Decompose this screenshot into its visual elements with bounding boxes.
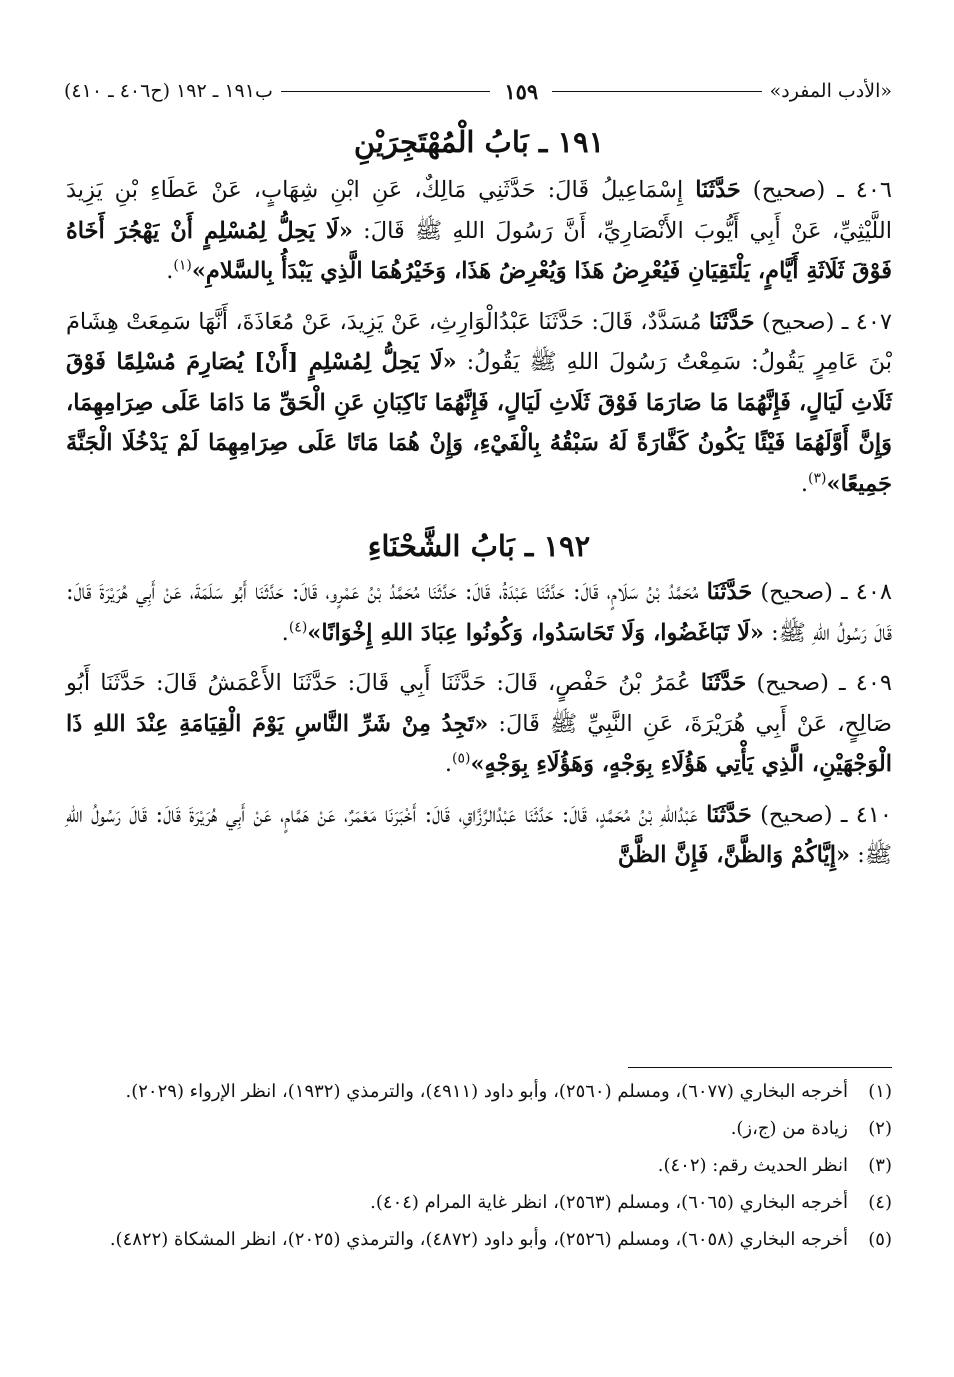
footnote-divider <box>628 1067 892 1068</box>
hadith-opening: حَدَّثَنَا <box>700 670 747 696</box>
hadith-408 <box>66 572 892 653</box>
footnote-marker[interactable]: (٥) <box>451 750 471 767</box>
footnote-5 <box>66 1224 892 1255</box>
footnote-text: أخرجه البخاري (٦٠٥٨)، ومسلم (٢٥٢٦)، وأبو داود (٤٨٧٢)، والترمذي (٢٠٢٥)، انظر المشكاة (٤٨٢٢). <box>109 1229 848 1250</box>
hadith-number: ٤٠٨ ـ <box>841 579 892 605</box>
hadith-grade: (صحيح) <box>752 177 826 203</box>
footnote-2 <box>66 1113 892 1144</box>
hadith-tail: . <box>166 258 174 284</box>
footnote-number: (١) <box>868 1081 892 1102</box>
chapter-title: ١٩٢ ـ بَابُ الشَّحْنَاءِ <box>367 529 591 563</box>
hadith-opening: حَدَّثَنَا <box>708 308 755 335</box>
hadith-grade: (صحيح) <box>760 579 833 605</box>
hadith-number: ٤١٠ ـ <box>840 801 893 828</box>
footnote-marker[interactable]: (٣) <box>808 470 827 486</box>
hadith-opening: حَدَّثَنَا <box>695 177 741 203</box>
footnote-4 <box>66 1187 892 1218</box>
footnote-3 <box>66 1150 892 1181</box>
chapter-title: ١٩١ ـ بَابُ الْمُهْتَجِرَيْنِ <box>353 125 605 159</box>
footnote-number: (٣) <box>868 1155 892 1176</box>
hadith-grade: (صحيح) <box>756 670 829 696</box>
book-title: «الأدب المفرد» <box>769 80 892 102</box>
hadith-isnad: مُحَمَّدُ بْنُ سَلَامٍ، قَالَ: حَدَّثَنَا عَبْدَةُ، قَالَ: حَدَّثَنَا مُحَمَّدُ بْنُ عَمْرٍو، قَالَ: حَدَّثَنَا أَبُو سَلَمَةَ، عَنْ أَبِي هُرَيْرَةَ قَالَ: قَالَ رَسُولُ اللهِ ﷺ: <box>66 579 892 646</box>
hadith-matn: «لَا يَحِلُّ لِمُسْلِمٍ [أَنْ] يُصَارِمَ مُسْلِمًا فَوْقَ ثَلَاثِ لَيَالٍ، فَإِنَّهُمَا مَا صَارَمَا فَوْقَ ثَلَاثِ لَيَالٍ، فَإِنَّهُمَا نَاكِبَانِ عَنِ الْحَقِّ مَا دَامَا عَلَى صِرَامِهِمَا، وَإِنَّ أَوَّلَهُمَا فَيْئًا يَكُونُ كَفَّارَةً لَهُ سَبْقُهُ بِالْفَيْءِ، وَإِنْ هُمَا مَاتَا عَلَى صِرَامِهِمَا لَمْ يَدْخُلَا الْجَنَّةَ جَمِيعًا» <box>66 349 892 497</box>
hadith-number: ٤٠٧ ـ <box>841 308 893 335</box>
hadith-matn: «لَا تَبَاغَضُوا، وَلَا تَحَاسَدُوا، وَكُونُوا عِبَادَ اللهِ إِخْوَانًا» <box>307 619 764 646</box>
hadith-tail: . <box>281 619 289 646</box>
footnote-number: (٤) <box>868 1192 892 1213</box>
hadith-number: ٤٠٩ ـ <box>839 670 893 696</box>
footnote-marker[interactable]: (٤) <box>288 619 308 635</box>
hadith-tail: . <box>800 470 809 497</box>
footnote-text: أخرجه البخاري (٦٠٦٥)، ومسلم (٢٥٦٣)، انظر غاية المرام (٤٠٤). <box>370 1192 848 1213</box>
header-rule-left <box>281 91 490 92</box>
chapter-range: ب١٩١ ـ ١٩٢ (ح٤٠٦ ـ ٤١٠) <box>63 80 273 102</box>
footnote-1 <box>66 1076 892 1107</box>
main-text <box>66 116 892 886</box>
hadith-isnad: عَبْدُاللهِ بْنُ مُحَمَّدٍ، قَالَ: حَدَّثَنَا عَبْدُالرَّزَّاقِ، قَالَ: أَخْبَرَنَا مَعْمَرٌ، عَنْ هَمَّامٍ، عَنْ أَبِي هُرَيْرَةَ قَالَ: قَالَ رَسُولُ اللهِ ﷺ: <box>66 801 892 868</box>
footnote-text: زيادة من (ج،ز). <box>730 1118 848 1139</box>
footnote-number: (٢) <box>868 1118 892 1139</box>
hadith-isnad: عُمَرُ بْنُ حَفْصٍ، قَالَ: حَدَّثَنَا أَبِي قَالَ: حَدَّثَنَا الأَعْمَشُ قَالَ: حَدَّثَنَا أَبُو صَالِحٍ، عَنْ أَبِي هُرَيْرَةَ، عَنِ النَّبِيِّ ﷺ قَالَ: <box>66 670 892 737</box>
footnote-marker[interactable]: (١) <box>173 257 192 274</box>
hadith-number: ٤٠٦ ـ <box>837 177 893 203</box>
header-rule-right <box>552 91 761 92</box>
hadith-opening: حَدَّثَنَا <box>706 801 752 828</box>
hadith-grade: (صحيح) <box>761 308 835 335</box>
hadith-isnad: مُسَدَّدٌ، قَالَ: حَدَّثَنَا عَبْدُالْوَارِثِ، عَنْ يَزِيدَ، عَنْ مُعَاذَةَ، أَنَّهَا سَمِعَتْ هِشَامَ بْنَ عَامِرٍ يَقُولُ: سَمِعْتُ رَسُولَ اللهِ ﷺ يَقُولُ: <box>66 308 893 375</box>
hadith-grade: (صحيح) <box>760 801 833 828</box>
page-number: ١٥٩ <box>504 78 539 104</box>
hadith-matn: «إِيَّاكُمْ وَالظَّنَّ، فَإِنَّ الظَّنَّ <box>617 842 851 868</box>
running-header <box>64 76 892 106</box>
hadith-isnad: إِسْمَاعِيلُ قَالَ: حَدَّثَنِي مَالِكٌ، عَنِ ابْنِ شِهَابٍ، عَنْ عَطَاءِ بْنِ يَزِيدَ اللَّيْثِيِّ، عَنْ أَبِي أَيُّوبَ الأَنْصَارِيِّ، أَنَّ رَسُولَ اللهِ ﷺ قَالَ: <box>66 177 892 244</box>
footnotes <box>66 1076 892 1261</box>
hadith-tail: . <box>444 751 452 777</box>
hadith-410 <box>66 795 892 876</box>
hadith-opening: حَدَّثَنَا <box>706 579 753 605</box>
footnote-number: (٥) <box>868 1229 892 1250</box>
hadith-406 <box>66 170 892 292</box>
hadith-407 <box>66 302 892 505</box>
footnote-text: انظر الحديث رقم: (٤٠٢). <box>657 1155 848 1176</box>
hadith-matn: «لَا يَحِلُّ لِمُسْلِمٍ أَنْ يَهْجُرَ أَخَاهُ فَوْقَ ثَلَاثَةِ أَيَّامٍ، يَلْتَقِيَانِ فَيُعْرِضُ هَذَا وَيُعْرِضُ هَذَا، وَخَيْرُهُمَا الَّذِي يَبْدَأُ بِالسَّلامِ» <box>66 217 892 284</box>
footnote-text: أخرجه البخاري (٦٠٧٧)، ومسلم (٢٥٦٠)، وأبو داود (٤٩١١)، والترمذي (١٩٣٢)، انظر الإرواء (٢٠٢٩). <box>125 1081 848 1102</box>
hadith-409 <box>66 663 892 785</box>
hadith-matn: «تَجِدُ مِنْ شَرِّ النَّاسِ يَوْمَ الْقِيَامَةِ عِنْدَ اللهِ ذَا الْوَجْهَيْنِ، الَّذِي يَأْتِي هَؤُلَاءِ بِوَجْهٍ، وَهَؤُلَاءِ بِوَجْهٍ» <box>66 710 892 777</box>
